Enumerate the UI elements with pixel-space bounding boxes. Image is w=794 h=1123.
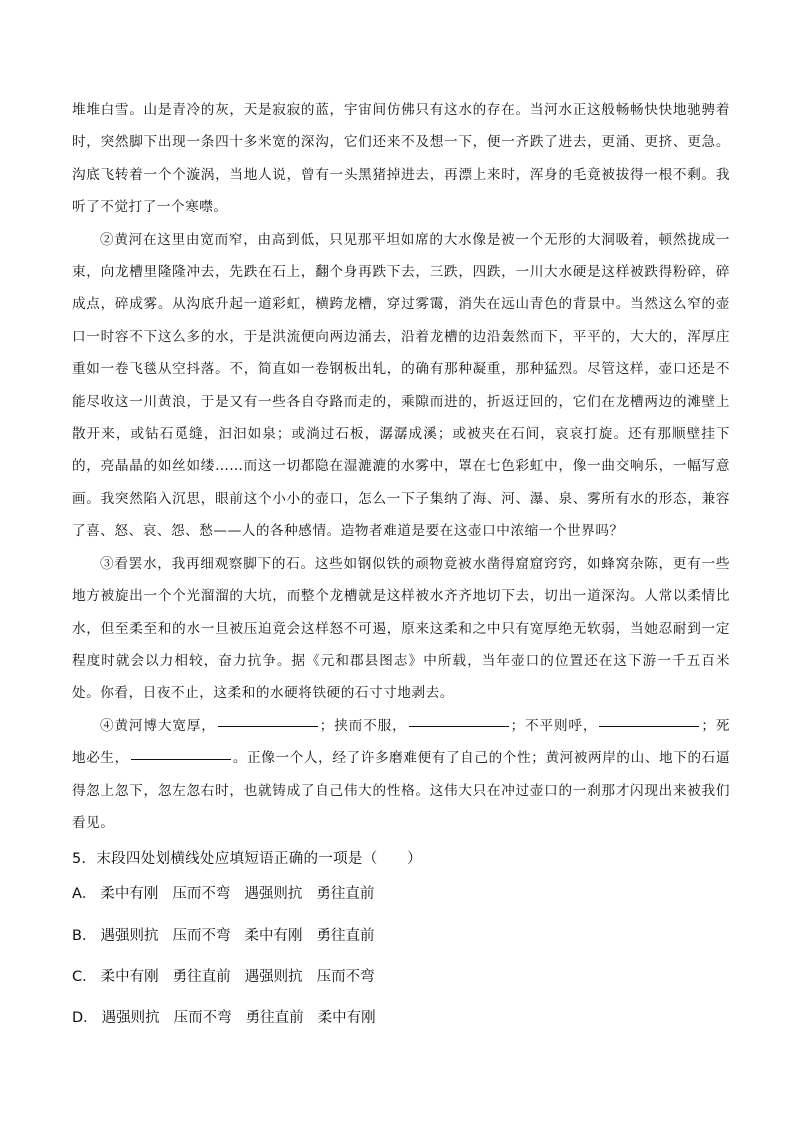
option-term: 压而不弯 — [172, 927, 231, 944]
option-term: 勇往直前 — [316, 927, 375, 944]
option-term: 压而不弯 — [172, 886, 231, 903]
option-c[interactable] — [72, 957, 730, 998]
option-label: C． — [72, 968, 97, 985]
option-term: 压而不弯 — [173, 1010, 232, 1027]
option-term: 勇往直前 — [316, 886, 375, 903]
document-page — [72, 94, 730, 1040]
option-term: 遇强则抗 — [101, 1010, 160, 1027]
passage-paragraph-3: ③看罢水，我再细观察脚下的石。这些如钢似铁的顽物竟被水凿得窟窟窍窍，如蜂窝杂陈，更有一些地方被旋出一个个光溜溜的大坑，而整个龙槽就是这样被水齐齐地切下去，切出一道深沟。人常以柔情比水，但至柔至和的水一旦被压迫竟会这样怒不可遏，原来这柔和之中只有宽厚绝无软弱，当她忍耐到一定程度时就会以力相较，奋力抗争。据《元和郡县图志》中所载，当年壶口的位置还在这下游一千五百米处。你看，日夜不止，这柔和的水硬将铁硬的石寸寸地剥去。 — [72, 555, 730, 702]
option-a[interactable] — [72, 874, 730, 915]
passage-paragraph-4 — [72, 710, 730, 840]
option-term: 压而不弯 — [316, 968, 375, 985]
fill-blank-3[interactable] — [599, 725, 699, 727]
option-term: 柔中有刚 — [100, 968, 159, 985]
fill-blank-1[interactable] — [218, 725, 318, 727]
option-label: A． — [72, 886, 97, 903]
answer-options — [72, 874, 730, 1039]
fill-blank-4[interactable] — [131, 758, 231, 760]
option-d[interactable] — [72, 998, 730, 1039]
passage-paragraph-2: ②黄河在这里由宽而窄，由高到低，只见那平坦如席的大水像是被一个无形的大洞吸着，顿然拢成一束，向龙槽里隆隆冲去，先跌在石上，翻个身再跌下去，三跌，四跌，一川大水硬是这样被跌得粉碎，碎成点，碎成雾。从沟底升起一道彩虹，横跨龙槽，穿过雾霭，消失在远山青色的背景中。当然这么窄的壶口一时容不下这么多的水，于是洪流便向两边涌去，沿着龙槽的边沿轰然而下，平平的，大大的，浑厚庄重如一卷飞毯从空抖落。不，简直如一卷钢板出轧，的确有那种凝重，那种猛烈。尽管这样，壶口还是不能尽收这一川黄浪，于是又有一些各自夺路而走的，乘隙而进的，折返迂回的，它们在龙槽两边的滩壁上散开来，或钻石觅缝，汩汩如泉；或淌过石板，潺潺成溪；或被夹在石间，哀哀打旋。还有那顺壁挂下的，亮晶晶的如丝如缕……而这一切都隐在湿漉漉的水雾中，罩在七色彩虹中，像一曲交响乐，一幅写意画。我突然陷入沉思，眼前这个小小的壶口，怎么一下子集纳了海、河、瀑、泉、雾所有水的形态，兼容了喜、怒、哀、怨、愁——人的各种感情。造物者难道是要在这壶口中浓缩一个世界吗？ — [72, 231, 730, 540]
option-term: 柔中有刚 — [244, 927, 303, 944]
option-term: 勇往直前 — [172, 968, 231, 985]
option-label: D． — [72, 1010, 98, 1027]
question-stem: 5．末段四处划横线处应填短语正确的一项是（ ） — [72, 851, 422, 868]
option-term: 遇强则抗 — [100, 927, 159, 944]
p4-text-1: ④黄河博大宽厚， — [100, 717, 216, 734]
option-term: 遇强则抗 — [244, 968, 303, 985]
p4-text-5: 。正像一个人，经了许多磨难便有了自己的个性；黄河被两岸的山、地下的石逼得忽上忽下，忽左忽右时，也就铸成了自己伟大的性格。这伟大只在冲过壶口的一刹那才闪现出来被我们看见。 — [72, 750, 731, 831]
option-label: B． — [72, 927, 97, 944]
passage-paragraph-1: 堆堆白雪。山是青冷的灰，天是寂寂的蓝，宇宙间仿佛只有这水的存在。当河水正这般畅畅快快地驰骋着时，突然脚下出现一条四十多米宽的深沟，它们还来不及想一下，便一齐跌了进去，更涌、更挤、更急。沟底飞转着一个个漩涡，当地人说，曾有一头黑猪掉进去，再漂上来时，浑身的毛竟被拔得一根不剩。我听了不觉打了一个寒噤。 — [72, 102, 730, 216]
option-b[interactable] — [72, 916, 730, 957]
option-term: 柔中有刚 — [100, 886, 159, 903]
fill-blank-2[interactable] — [409, 725, 509, 727]
option-term: 勇往直前 — [245, 1010, 304, 1027]
p4-text-2: ；挟而不服， — [319, 717, 407, 734]
option-term: 柔中有刚 — [317, 1010, 376, 1027]
option-term: 遇强则抗 — [244, 886, 303, 903]
p4-text-3: ；不平则呼， — [510, 717, 598, 734]
p4-text-4: ；死地必生， — [72, 717, 730, 767]
